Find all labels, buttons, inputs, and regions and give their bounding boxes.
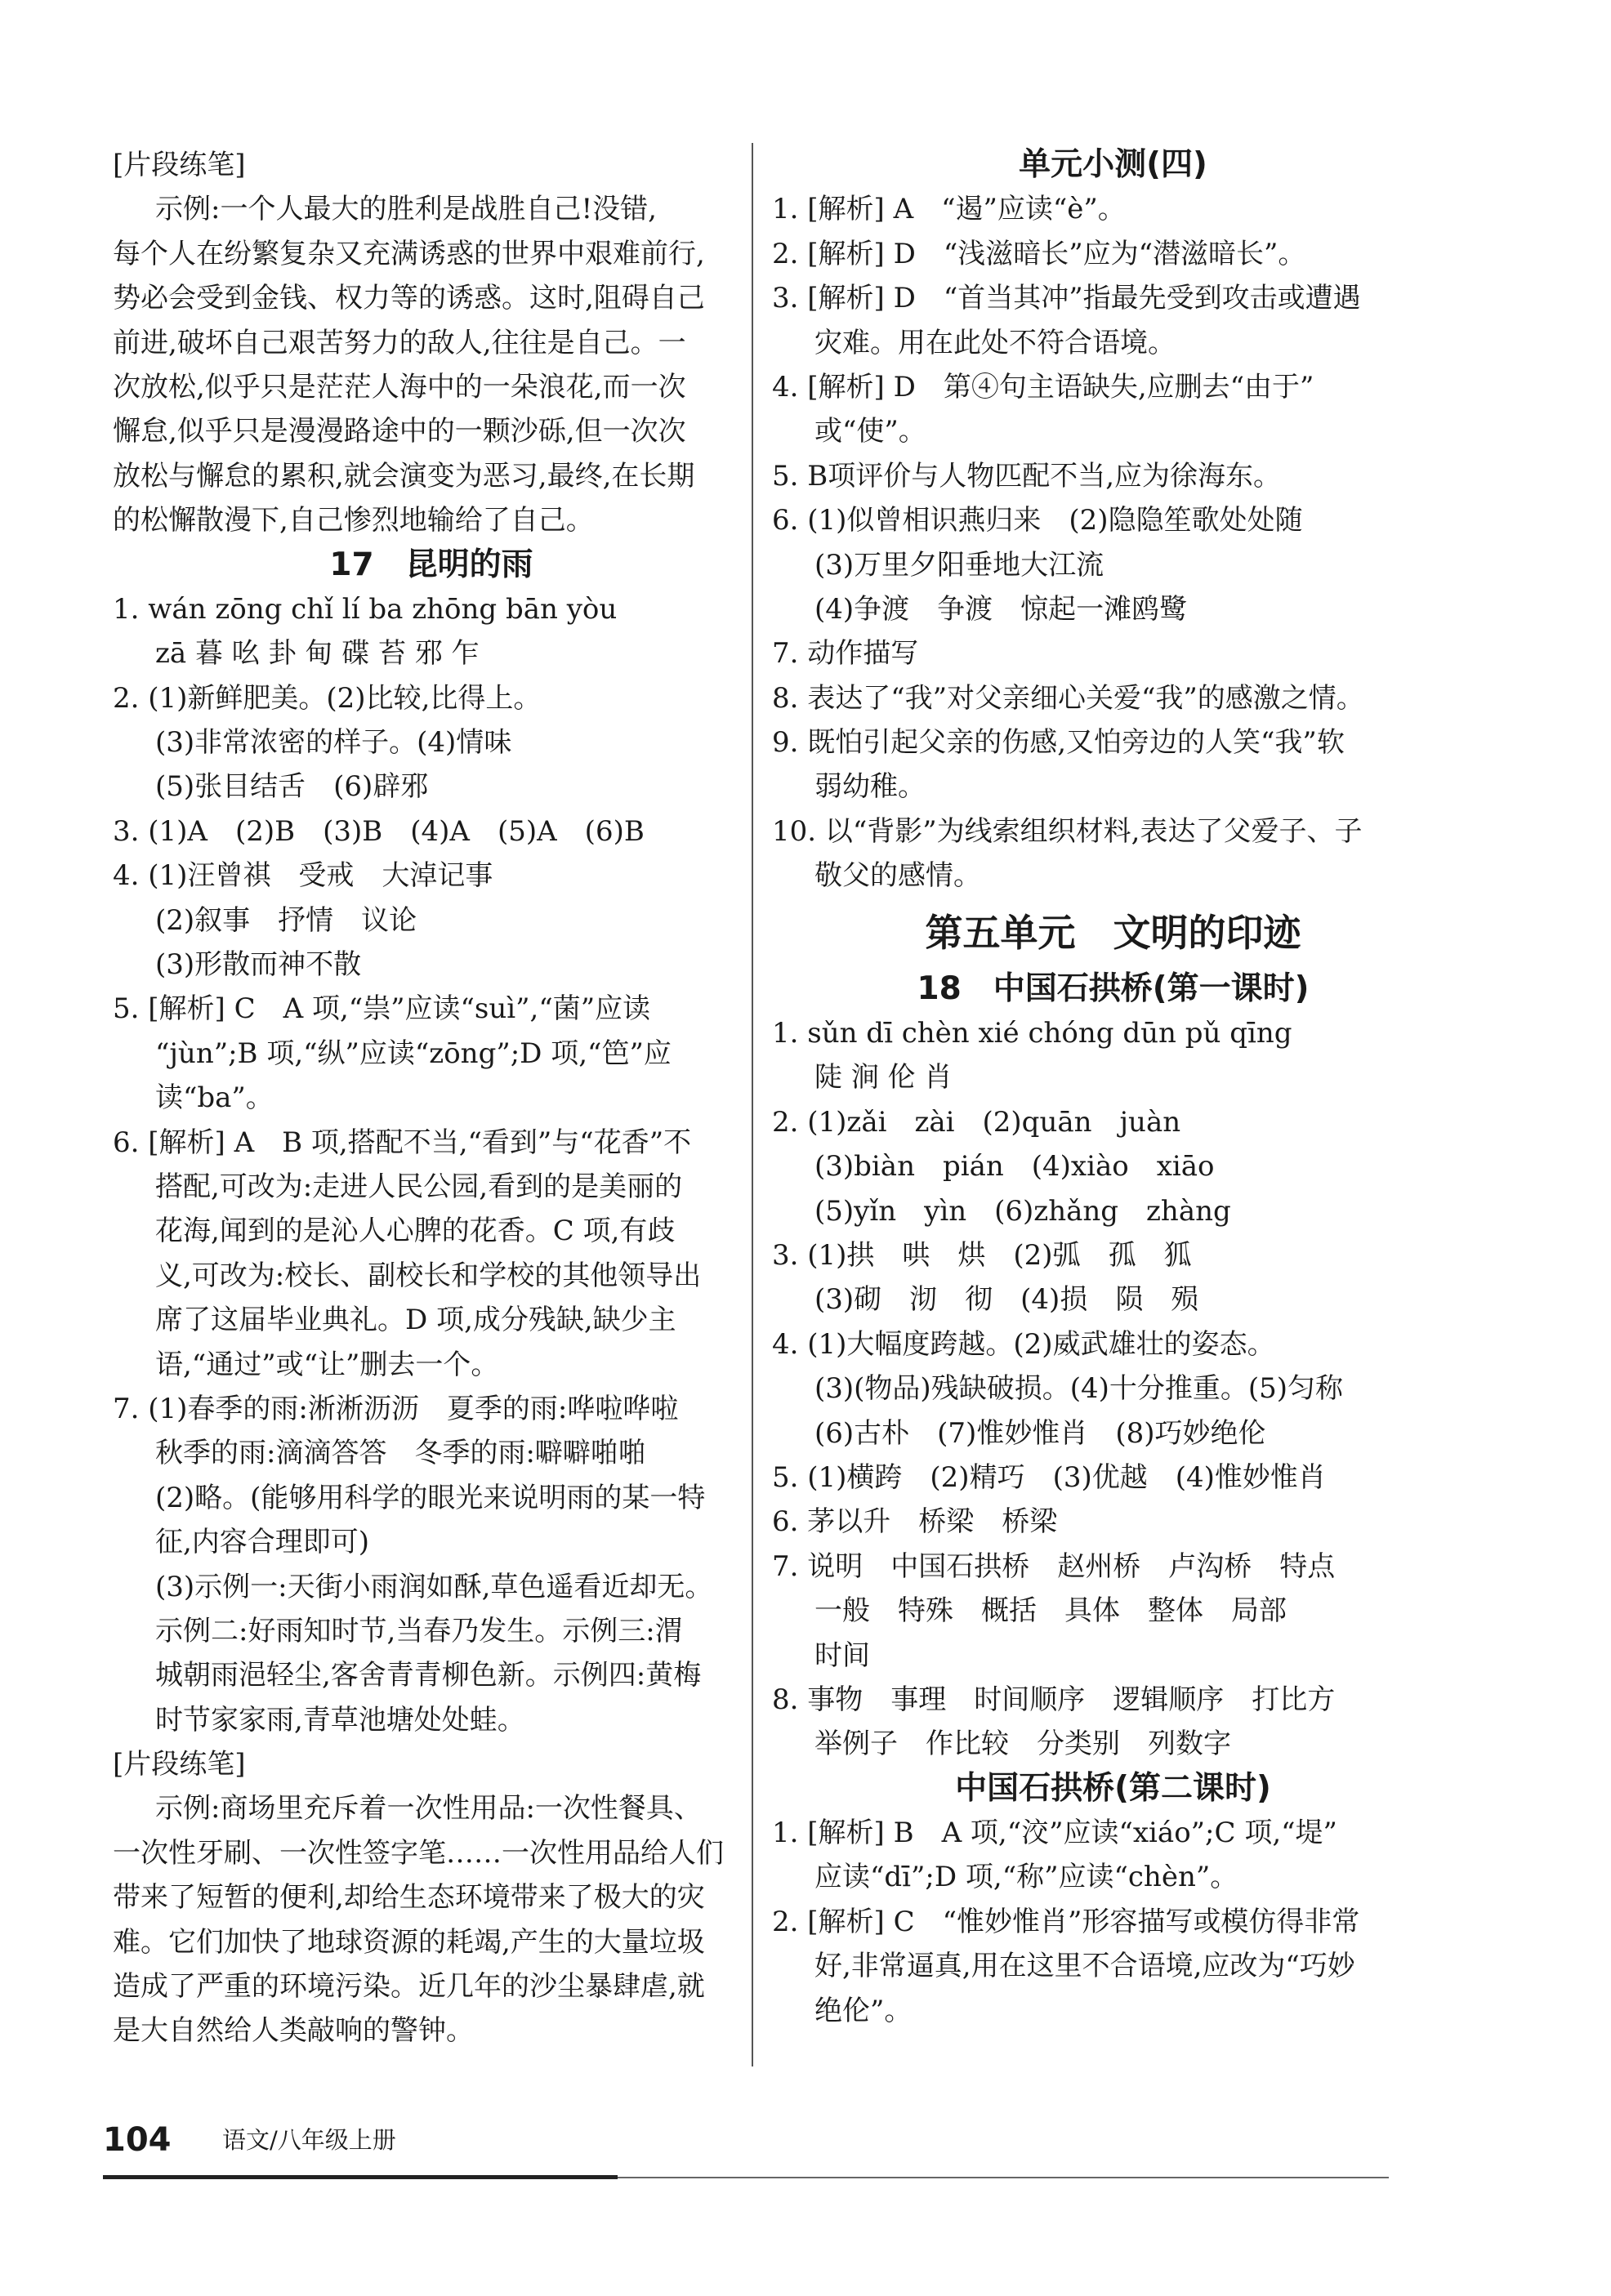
- text-line: 前进,破坏自己艰苦努力的敌人,往往是自己。一: [113, 326, 686, 359]
- text-line: 是大自然给人类敲响的警钟。: [113, 2014, 474, 2048]
- footer-rule-thin: [618, 2177, 1389, 2178]
- text-line: (6)古朴 (7)惟妙惟肖 (8)巧妙绝伦: [814, 1416, 1266, 1450]
- page-footer: [103, 2115, 1394, 2164]
- text-line: 难。它们加快了地球资源的耗竭,产生的大量垃圾: [113, 1925, 705, 1959]
- text-line: (5)张目结舌 (6)辟邪: [155, 770, 429, 804]
- text-line: 读“ba”。: [155, 1081, 274, 1115]
- text-line: (3)砌 沏 彻 (4)损 陨 殒: [814, 1283, 1199, 1317]
- text-line: (3)非常浓密的样子。(4)情味: [155, 726, 512, 760]
- text-line: 7. 动作描写: [772, 637, 919, 671]
- text-line: 的松懈散漫下,自己惨烈地输给了自己。: [113, 504, 594, 537]
- text-line: 弱幼稚。: [814, 770, 926, 804]
- text-line: 5. B项评价与人物匹配不当,应为徐海东。: [772, 459, 1282, 493]
- text-line: 9. 既怕引起父亲的伤感,又怕旁边的人笑“我”软: [772, 726, 1345, 760]
- text-line: 1. wán zōng chǐ lí ba zhōng bān yòu: [113, 592, 618, 626]
- text-line: 花海,闻到的是沁人心脾的花香。C 项,有歧: [155, 1215, 676, 1248]
- text-line: 应读“dī”;D 项,“称”应读“chèn”。: [814, 1861, 1238, 1894]
- text-line: (3)biàn pián (4)xiào xiāo: [814, 1150, 1215, 1184]
- text-line: 搭配,可改为:走进人民公园,看到的是美丽的: [155, 1170, 683, 1203]
- text-line: 次放松,似乎只是茫茫人海中的一朵浪花,而一次: [113, 370, 686, 403]
- text-line: 3. [解析] D “首当其冲”指最先受到攻击或遭遇: [772, 282, 1361, 315]
- text-line: 3. (1)拱 哄 烘 (2)弧 孤 狐: [772, 1238, 1192, 1272]
- text-line: 每个人在纷繁复杂又充满诱惑的世界中艰难前行,: [113, 237, 705, 270]
- text-line: 灾难。用在此处不符合语境。: [814, 326, 1176, 359]
- section-heading: 单元小测(四): [1019, 146, 1207, 183]
- text-line: (3)示例一:天街小雨润如酥,草色遥看近却无。: [155, 1570, 713, 1603]
- text-line: 带来了短暂的便利,却给生态环境带来了极大的灾: [113, 1881, 705, 1915]
- text-line: (3)形散而神不散: [155, 948, 362, 982]
- text-line: zā 暮 吆 卦 甸 碟 苔 邪 乍: [155, 637, 480, 671]
- text-line: 1. [解析] A “遏”应读“è”。: [772, 193, 1126, 226]
- text-line: 好,非常逼真,用在这里不合语境,应改为“巧妙: [814, 1950, 1355, 1983]
- section-heading: 中国石拱桥(第二课时): [955, 1769, 1271, 1807]
- text-line: “jùn”;B 项,“纵”应读“zōng”;D 项,“笆”应: [155, 1037, 672, 1070]
- text-line: 6. (1)似曾相识燕归来 (2)隐隐笙歌处处随: [772, 504, 1303, 537]
- text-line: 一次性牙刷、一次性签字笔……一次性用品给人们: [113, 1836, 724, 1870]
- section-heading: 18 中国石拱桥(第一课时): [917, 970, 1310, 1007]
- text-line: 10. 以“背影”为线索组织材料,表达了父爱子、子: [772, 814, 1363, 848]
- text-line: (2)叙事 抒情 议论: [155, 903, 417, 937]
- text-line: (4)争渡 争渡 惊起一滩鸥鹭: [814, 592, 1188, 626]
- text-line: 懈怠,似乎只是漫漫路途中的一颗沙砾,但一次次: [113, 415, 686, 448]
- text-line: 5. [解析] C A 项,“祟”应读“suì”,“菌”应读: [113, 992, 651, 1026]
- text-line: 义,可改为:校长、副校长和学校的其他领导出: [155, 1259, 702, 1292]
- text-line: (3)(物品)残缺破损。(4)十分推重。(5)匀称: [814, 1372, 1344, 1406]
- text-line: 2. [解析] D “浅滋暗长”应为“潜滋暗长”。: [772, 237, 1306, 270]
- text-line: 2. (1)zǎi zài (2)quān juàn: [772, 1105, 1181, 1139]
- text-line: 7. 说明 中国石拱桥 赵州桥 卢沟桥 特点: [772, 1549, 1336, 1583]
- book-title: 语文/八年级上册: [222, 2126, 396, 2154]
- text-line: (2)略。(能够用科学的眼光来说明雨的某一特: [155, 1481, 706, 1514]
- text-line: (5)yǐn yìn (6)zhǎng zhàng: [814, 1194, 1231, 1228]
- left-column: [113, 143, 750, 2053]
- text-line: 城朝雨浥轻尘,客舍青青柳色新。示例四:黄梅: [155, 1659, 702, 1692]
- text-line: 8. 表达了“我”对父亲细心关爱“我”的感激之情。: [772, 681, 1364, 715]
- text-line: 4. [解析] D 第④句主语缺失,应删去“由于”: [772, 370, 1314, 403]
- text-line: 2. (1)新鲜肥美。(2)比较,比得上。: [113, 681, 542, 715]
- text-line: 6. [解析] A B 项,搭配不当,“看到”与“花香”不: [113, 1126, 692, 1159]
- unit-heading: 第五单元 文明的印迹: [925, 910, 1301, 955]
- text-line: 时间: [814, 1638, 870, 1672]
- text-line: 语,“通过”或“让”删去一个。: [155, 1348, 499, 1381]
- text-line: [片段练笔]: [113, 149, 246, 181]
- text-line: 放松与懈怠的累积,就会演变为恶习,最终,在长期: [113, 459, 695, 493]
- text-line: 示例:商场里充斥着一次性用品:一次性餐具、: [155, 1792, 702, 1826]
- text-line: 秋季的雨:滴滴答答 冬季的雨:噼噼啪啪: [155, 1437, 646, 1470]
- text-line: 1. [解析] B A 项,“洨”应读“xiáo”;C 项,“堤”: [772, 1817, 1337, 1850]
- text-line: 8. 事物 事理 时间顺序 逻辑顺序 打比方: [772, 1683, 1336, 1716]
- right-column: [772, 143, 1454, 2033]
- text-line: 一般 特殊 概括 具体 整体 局部: [814, 1594, 1287, 1628]
- text-line: (3)万里夕阳垂地大江流: [814, 548, 1104, 582]
- text-line: 7. (1)春季的雨:淅淅沥沥 夏季的雨:哗啦哗啦: [113, 1392, 679, 1425]
- text-line: 示例二:好雨知时节,当春乃发生。示例三:渭: [155, 1614, 683, 1647]
- text-line: 陡 涧 伦 肖: [814, 1061, 953, 1095]
- text-line: 3. (1)A (2)B (3)B (4)A (5)A (6)B: [113, 814, 645, 848]
- text-line: 造成了严重的环境污染。近几年的沙尘暴肆虐,就: [113, 1970, 705, 2004]
- column-divider: [752, 143, 753, 2066]
- text-line: 举例子 作比较 分类别 列数字: [814, 1728, 1231, 1761]
- section-heading: 17 昆明的雨: [329, 546, 533, 583]
- text-line: 4. (1)汪曾祺 受戒 大淖记事: [113, 859, 493, 893]
- text-line: 席了这届毕业典礼。D 项,成分残缺,缺少主: [155, 1304, 676, 1337]
- text-line: 征,内容合理即可): [155, 1526, 370, 1559]
- text-line: 绝伦”。: [814, 1994, 913, 2027]
- text-line: 5. (1)横跨 (2)精巧 (3)优越 (4)惟妙惟肖: [772, 1460, 1326, 1494]
- footer-rule-bold: [103, 2175, 618, 2179]
- text-line: 势必会受到金钱、权力等的诱惑。这时,阻碍自己: [113, 282, 705, 315]
- text-line: 1. sǔn dī chèn xié chóng dūn pǔ qīng: [772, 1017, 1292, 1050]
- text-line: 时节家家雨,青草池塘处处蛙。: [155, 1703, 525, 1736]
- text-line: 敬父的感情。: [814, 859, 981, 893]
- text-line: 6. 茅以升 桥梁 桥梁: [772, 1505, 1058, 1539]
- text-line: 4. (1)大幅度跨越。(2)威武雄壮的姿态。: [772, 1327, 1275, 1361]
- text-line: 或“使”。: [814, 415, 926, 448]
- text-line: 示例:一个人最大的胜利是战胜自己!没错,: [155, 193, 657, 226]
- page-number: 104: [103, 2121, 172, 2159]
- text-line: [片段练笔]: [113, 1748, 246, 1781]
- text-line: 2. [解析] C “惟妙惟肖”形容描写或模仿得非常: [772, 1905, 1360, 1938]
